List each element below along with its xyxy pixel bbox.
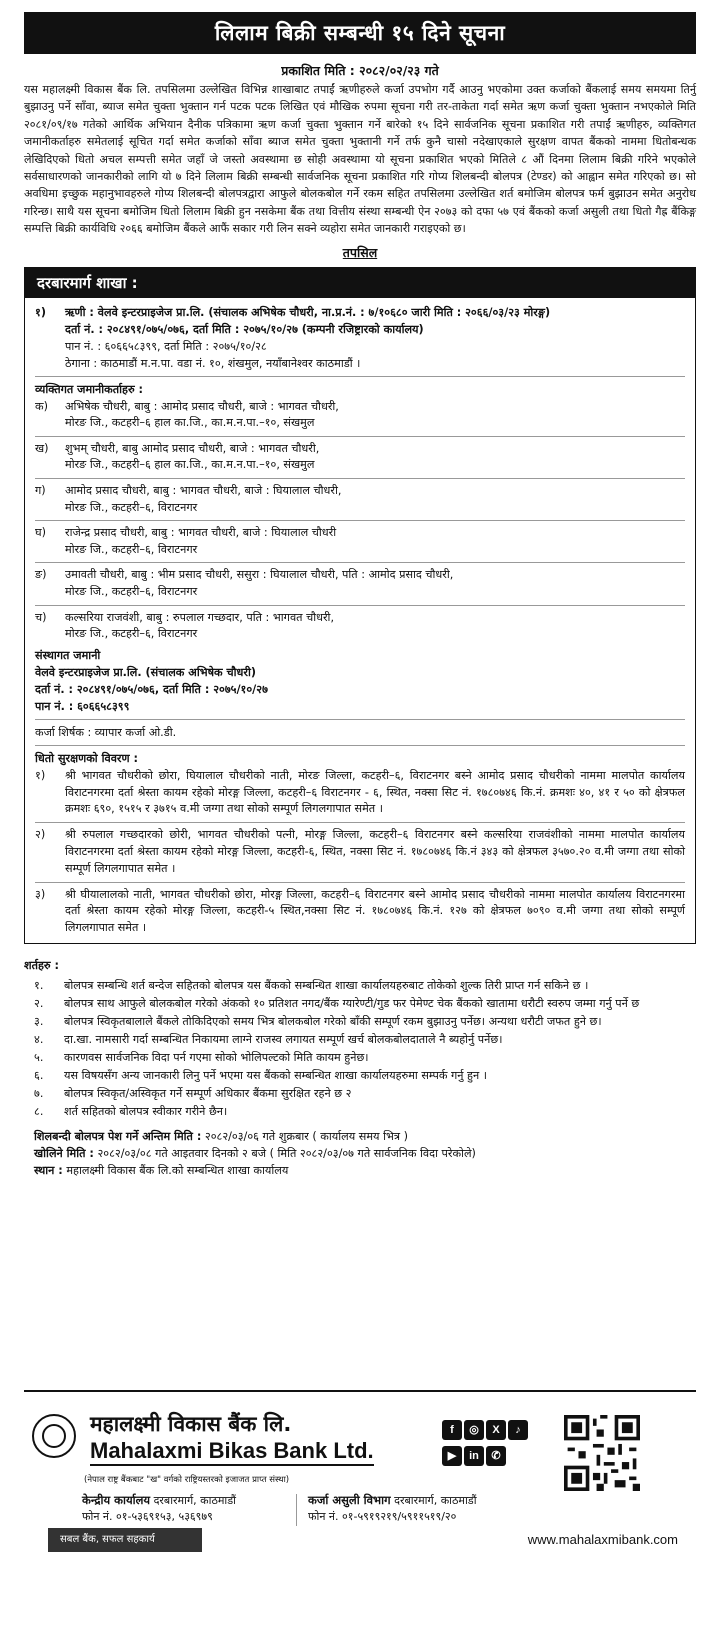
condition-text: बोलपत्र साथ आफुले बोलकबोल गरेको अंकको १० प्रतिशत नगद/बैंक ग्यारेण्टी/गुड फर पेमेण्ट चेक बैंकको खातामा धरौटी स्वरुप जम्मा गर्नु पर्ने छ (64, 996, 640, 1010)
security-item (35, 768, 685, 818)
security-text: श्री रुपलाल गच्छदारको छोरी, भागवत चौधरीको पत्नी, मोरङ्ग जिल्ला, कटहरी–६ विराटनगर बस्ने कल्सरिया राजवंशीको नाममा मालपोत कार्यालय विराटनगरमा दर्ता श्रेस्ता कायम रहेको मोरङ्ग जिल्ला, कटहरी-६, स्थित, नक्सा सिट नं. १७८०७४६ कि.नं ३४३ को क्षेत्रफल ३५७०.२० व.मी जग्गा तथा सोको सम्पूर्ण लिगलगापात समेत । (65, 828, 685, 875)
recovery-address: दरबारमार्ग, काठमाडौं (394, 1494, 477, 1507)
bank-logo-icon (32, 1414, 76, 1458)
head-office-label: केन्द्रीय कार्यालय (82, 1493, 151, 1507)
whatsapp-icon[interactable]: ✆ (486, 1446, 506, 1466)
notice (24, 12, 696, 1179)
recovery-label: कर्जा असुली विभाग (308, 1493, 391, 1507)
conditions-heading: शर्तहरु : (24, 958, 59, 972)
loan-details (25, 298, 695, 943)
borrower: ऋणी : वेलवे इन्टरप्राइजेज प्रा.लि. (संचालक अभिषेक चौधरी, ना.प्र.नं. : ७/१०६८० जारी मिति : २०६६/०३/२३ मोरङ्ग) (65, 305, 551, 319)
guarantor-address: मोरङ जि., कटहरी–६, विराटनगर (65, 542, 198, 556)
venue-value: महालक्ष्मी विकास बैंक लि.को सम्बन्धित शाखा कार्यालय (66, 1163, 289, 1177)
security-number: १) (35, 768, 46, 782)
condition-text: बोलपत्र स्विकृत/अस्विकृत गर्ने सम्पूर्ण अधिकार बैंकमा सुरक्षित रहने छ २ (64, 1086, 352, 1100)
divider (35, 436, 685, 437)
tender-dates (24, 1128, 696, 1179)
guarantor-address: मोरङ जि., कटहरी–६, विराटनगर (65, 627, 198, 641)
corporate-guarantor-name: वेलवे इन्टरप्राइजेज प्रा.लि. (संचालक अभिषेक चौधरी) (35, 665, 257, 679)
instagram-icon[interactable]: ◎ (464, 1420, 484, 1440)
loan-type: कर्जा शिर्षक : व्यापार कर्जा ओ.डी. (35, 725, 177, 739)
condition-item (24, 1049, 696, 1066)
bottom-bar (24, 1528, 696, 1552)
condition-item (24, 1013, 696, 1030)
condition-number: १. (34, 978, 44, 992)
submit-deadline-label: शिलबन्दी बोलपत्र पेश गर्ने अन्तिम मिति : (34, 1129, 202, 1143)
guarantor-name: उमावती चौधरी, बाबु : भीम प्रसाद चौधरी, ससुरा : घियालाल चौधरी, पति : आमोद प्रसाद चौधरी, (65, 568, 454, 582)
opening-date-value: २०८२/०३/०८ गते आइतवार दिनको २ बजे ( मिति २०८२/०३/०७ गते सार्वजनिक विदा परेकोले) (97, 1146, 476, 1160)
intro-paragraph: यस महालक्ष्मी विकास बैंक लि. तपसिलमा उल्लेखित विभिन्न शाखाबाट तपाईं ऋणीहरुले कर्जा उपभोग गर्दै आउनु भएकोमा उक्त कर्जाको बैंकलाई समय समयमा तिर्नु बुझाउनु पर्ने साँवा, ब्याज समेत चुक्ता भुक्तान गर्न पटक पटक लिखित एवं मौखिक रुपमा सूचना गरी तर-ताकेता गर्दा समेत ऋण कर्जा चुक्ता भुक्तान नभएकोले मिति २०८१/०९/१७ गतेको आर्थिक अभियान दैनीक पत्रिकामा ऋण कर्जा चुक्ता भुक्तान गर्ने बारेको १५ दिने सार्वजनिक सूचना प्रकाशित गरी तपाईं ऋणीहरु, व्यक्तिगत जमानीकर्ताहरु समेतलाई सूचित गर्दा समेत कर्जाको साँवा ब्याज समेत चुक्ता भुक्तानी गर्ने तर्फ कुनै चासो नदेखाएकाले सुरक्षण वापत बैंकको नाममा धितोबन्धक लेखिदिएको धितो अचल सम्पत्ती समेत जहाँ जे जस्तो अवस्थामा छ सोही अवस्थामा यो सूचना प्रकाशित भएको मितिले ८ औं दिनमा लिलाम बिक्री गरिने भएकोले सर्वसाधारणको जानकारीको लागि यो ७ दिने लिलाम बिक्री सम्बन्धी सार्वजनिक सूचना प्रकाशित गरि गोप्य शिलबन्दी बोलपत्र (टेण्डर) को आह्वान समेत गरिएको छ। सो अवधिमा इच्छुक महानुभावहरुले गोप्य शिलबन्दी बोलपत्रद्वारा आफुले बोलकबोल गर्ने रकम सहित तपसिलमा उल्लेखित शर्त बमोजिम बोलपत्र फर्म बुझाउन समेत अनुरोध गरिन्छ। साथै यस सूचना बमोजिम धितो लिलाम बिक्री हुन नसकेमा बैंक तथा वित्तीय संस्था सम्बन्धी ऐन २०७३ को दफा ५७ एवं बैंकको कर्जा असुली तथा धितो गैह्र बैंकिङ्ग सम्पत्ति बिक्री कार्यविधि २०६६ बमोजिम बैंकले आफैं सकार गरी लिन सक्ने व्यहोरा समेत जानकारी गराइएको छ। (24, 83, 696, 236)
guarantor-number: ङ) (35, 568, 47, 582)
condition-item (24, 1067, 696, 1084)
security-heading: धितो सुरक्षणको विवरण : (35, 751, 138, 765)
condition-item (24, 995, 696, 1012)
divider (296, 1494, 297, 1526)
condition-text: कारणवस सार्वजनिक विदा पर्न गएमा सोको भोलिपल्टको मिति कायम हुनेछ। (64, 1050, 369, 1064)
bank-name-nepali: महालक्ष्मी विकास बैंक लि. (90, 1412, 292, 1436)
venue-label: स्थान : (34, 1163, 63, 1177)
divider (35, 745, 685, 746)
branch-heading: दरबारमार्ग शाखा : (25, 268, 695, 298)
security-number: २) (35, 828, 46, 842)
condition-text: यस विषयसँग अन्य जानकारी लिनु पर्ने भएमा यस बैंकको सम्बन्धित शाखा कार्यालयहरुमा सम्पर्क गर्नु हुन । (64, 1068, 487, 1082)
guarantor-number: ग) (35, 484, 46, 498)
x-icon[interactable]: X (486, 1420, 506, 1440)
head-office-address: दरबारमार्ग, काठमाडौं (153, 1494, 237, 1507)
website-link[interactable]: www.mahalaxmibank.com (527, 1532, 678, 1547)
bank-name-english: Mahalaxmi Bikas Bank Ltd. (90, 1438, 374, 1466)
condition-number: ५. (34, 1050, 44, 1064)
conditions-section (24, 956, 696, 1179)
slogan: सबल बैंक, सफल सहकार्य (48, 1528, 202, 1552)
condition-text: शर्त सहितको बोलपत्र स्वीकार गरीने छैन। (64, 1104, 228, 1118)
guarantor-address: मोरङ जि., कटहरी–६, विराटनगर (65, 585, 198, 598)
condition-item (24, 977, 696, 994)
company-registration: दर्ता नं. : २०८४९१/०७५/०७६, दर्ता मिति : २०७५/१०/२७ (कम्पनी रजिष्ट्रारको कार्यालय) (65, 322, 424, 336)
opening-date-label: खोलिने मिति : (34, 1146, 94, 1160)
branch-section (24, 267, 696, 944)
security-item (35, 887, 685, 937)
divider (35, 822, 685, 823)
divider (35, 376, 685, 377)
guarantor-item (35, 483, 685, 516)
corporate-pan: पान नं. : ६०६६५८३९९ (35, 699, 130, 713)
footer (24, 1390, 696, 1530)
notice-title: लिलाम बिक्री सम्बन्धी १५ दिने सूचना (24, 12, 696, 54)
condition-item (24, 1085, 696, 1102)
linkedin-icon[interactable]: in (464, 1446, 484, 1466)
guarantor-address: मोरङ जि., कटहरी–६, विराटनगर (65, 500, 198, 514)
guarantor-number: ख) (35, 441, 49, 455)
facebook-icon[interactable]: f (442, 1420, 462, 1440)
guarantor-list (35, 399, 685, 643)
guarantor-item (35, 399, 685, 432)
guarantor-number: च) (35, 610, 47, 624)
condition-number: २. (34, 996, 44, 1010)
tiktok-icon[interactable]: ♪ (508, 1420, 528, 1440)
condition-text: बोलपत्र सम्बन्धि शर्त बन्देज सहितको बोलपत्र यस बैंकको सम्बन्धित शाखा कार्यालयहरुबाट तोकेको शुल्क तिरी प्राप्त गर्न सकिने छ । (64, 978, 589, 992)
published-date: प्रकाशित मिति : २०८२/०२/२३ गते (281, 63, 439, 78)
divider (35, 562, 685, 563)
recovery-phone: फोन नं. ०१-५९१९२१९/५९११५१९/२० (308, 1510, 457, 1523)
security-text: श्री घीयालालको नाती, भागवत चौधरीको छोरा, मोरङ्ग जिल्ला, कटहरी–६ विराटनगर बस्ने आमोद प्रसाद चौधरीको नाममा मालपोत कार्यालय विराटनगरमा दर्ता श्रेस्ता कायम रहेको मोरङ्ग जिल्ला, कटहरी-५ स्थित,नक्सा सिट नं. १७८०७४६ कि.नं. १२७ को क्षेत्रफल ७०९० व.मी जग्गा तथा सोको सम्पूर्ण लिगलगापात समेत । (65, 887, 685, 935)
guarantor-item (35, 441, 685, 474)
guarantor-name: कल्सरिया राजवंशी, बाबु : रुपलाल गच्छदार, पति : भागवत चौधरी, (65, 610, 335, 624)
condition-number: ७. (34, 1086, 44, 1100)
condition-item (24, 1103, 696, 1120)
divider (35, 520, 685, 521)
head-office (82, 1492, 236, 1525)
guarantor-number: घ) (35, 526, 46, 540)
divider (35, 605, 685, 606)
pan-number: पान नं. : ६०६६५८३९९, दर्ता मिति : २०७५/१०/२८ (65, 339, 267, 353)
condition-number: ८. (34, 1104, 44, 1118)
guarantor-address: मोरङ जि., कटहरी–६ हाल का.जि., का.म.न.पा.–१०, संखमुल (65, 416, 315, 430)
condition-text: दा.खा. नामसारी गर्दा सम्बन्धित निकायमा लाग्ने राजस्व लगायत सम्पूर्ण खर्च बोलकबोलदाताले नै ब्यहोर्नु पर्नेछ। (64, 1032, 503, 1046)
submit-deadline-value: २०८२/०३/०६ गते शुक्रबार ( कार्यालय समय भित्र ) (204, 1129, 408, 1143)
condition-text: बोलपत्र स्विकृतबालाले बैंकले तोकिदिएको समय भित्र बोलकबोल गरेको बाँकी सम्पूर्ण रकम बुझाउनु पर्नेछ। अन्यथा धरौटी जफत हुने छ। (64, 1014, 602, 1028)
divider (35, 719, 685, 720)
license-note: (नेपाल राष्ट्र बैंकबाट "ख" वर्गको राष्ट्रियस्तरको इजाजत प्राप्त संस्था) (84, 1475, 290, 1485)
security-text: श्री भागवत चौधरीको छोरा, घियालाल चौधरीको नाती, मोरङ जिल्ला, कटहरी–६, विराटनगर बस्ने आमोद प्रसाद चौधरीको नाममा मालपोत कार्यालय विराटनगरमा दर्ता श्रेस्ता कायम रहेको मोरङ्ग जिल्ला, कटहरी–६ विराटनगर - ६, स्थित, नक्सा सिट नं. १७८०७४६ कि.नं. क्रमशः ४०, ४१ र ५० को क्षेत्रफल क्रमशः ६९०, १५१५ र ३७१५ व.मी जग्गा तथा सोको सम्पूर्ण लिगलगापात समेत । (65, 768, 685, 816)
condition-number: ३. (34, 1014, 44, 1028)
condition-item (24, 1031, 696, 1048)
guarantor-name: अभिषेक चौधरी, बाबु : आमोद प्रसाद चौधरी, बाजे : भागवत चौधरी, (65, 399, 339, 413)
corporate-guarantee-heading: संस्थागत जमानी (35, 648, 101, 662)
guarantor-name: आमोद प्रसाद चौधरी, बाबु : भागवत चौधरी, बाजे : घियालाल चौधरी, (65, 484, 342, 498)
divider (35, 882, 685, 883)
condition-number: ६. (34, 1068, 44, 1082)
youtube-icon[interactable]: ▶ (442, 1446, 462, 1466)
qr-code-icon[interactable] (564, 1410, 640, 1496)
recovery-department (308, 1492, 477, 1525)
guarantors-heading: व्यक्तिगत जमानीकर्ताहरु : (35, 382, 144, 396)
guarantor-address: मोरङ जि., कटहरी–६ हाल का.जि., का.म.न.पा.–१०, संखमुल (65, 458, 315, 472)
social-icons (442, 1420, 548, 1472)
security-item (35, 827, 685, 877)
divider (35, 478, 685, 479)
guarantor-number: क) (35, 399, 48, 413)
guarantor-item (35, 525, 685, 558)
guarantor-name: शुभम् चौधरी, बाबु आमोद प्रसाद चौधरी, बाजे : भागवत चौधरी, (65, 441, 320, 455)
security-number: ३) (35, 887, 46, 901)
borrower-address: ठेगाना : काठमाडौं म.न.पा. वडा नं. १०, शंखमुल, नयाँबानेश्वर काठमाडौं । (65, 356, 361, 370)
head-office-phone: फोन नं. ०१-५३६९१५३, ५३६९७९ (82, 1510, 213, 1523)
guarantor-name: राजेन्द्र प्रसाद चौधरी, बाबु : भागवत चौधरी, बाजे : घियालाल चौधरी (65, 526, 337, 540)
condition-number: ४. (34, 1032, 44, 1046)
guarantor-item (35, 610, 685, 643)
loan-number: १) (35, 305, 46, 319)
guarantor-item (35, 567, 685, 600)
corporate-registration: दर्ता नं. : २०८४९१/०७५/०७६, दर्ता मिति : २०७५/१०/२७ (35, 682, 268, 696)
details-heading: तपसिल (342, 244, 378, 260)
